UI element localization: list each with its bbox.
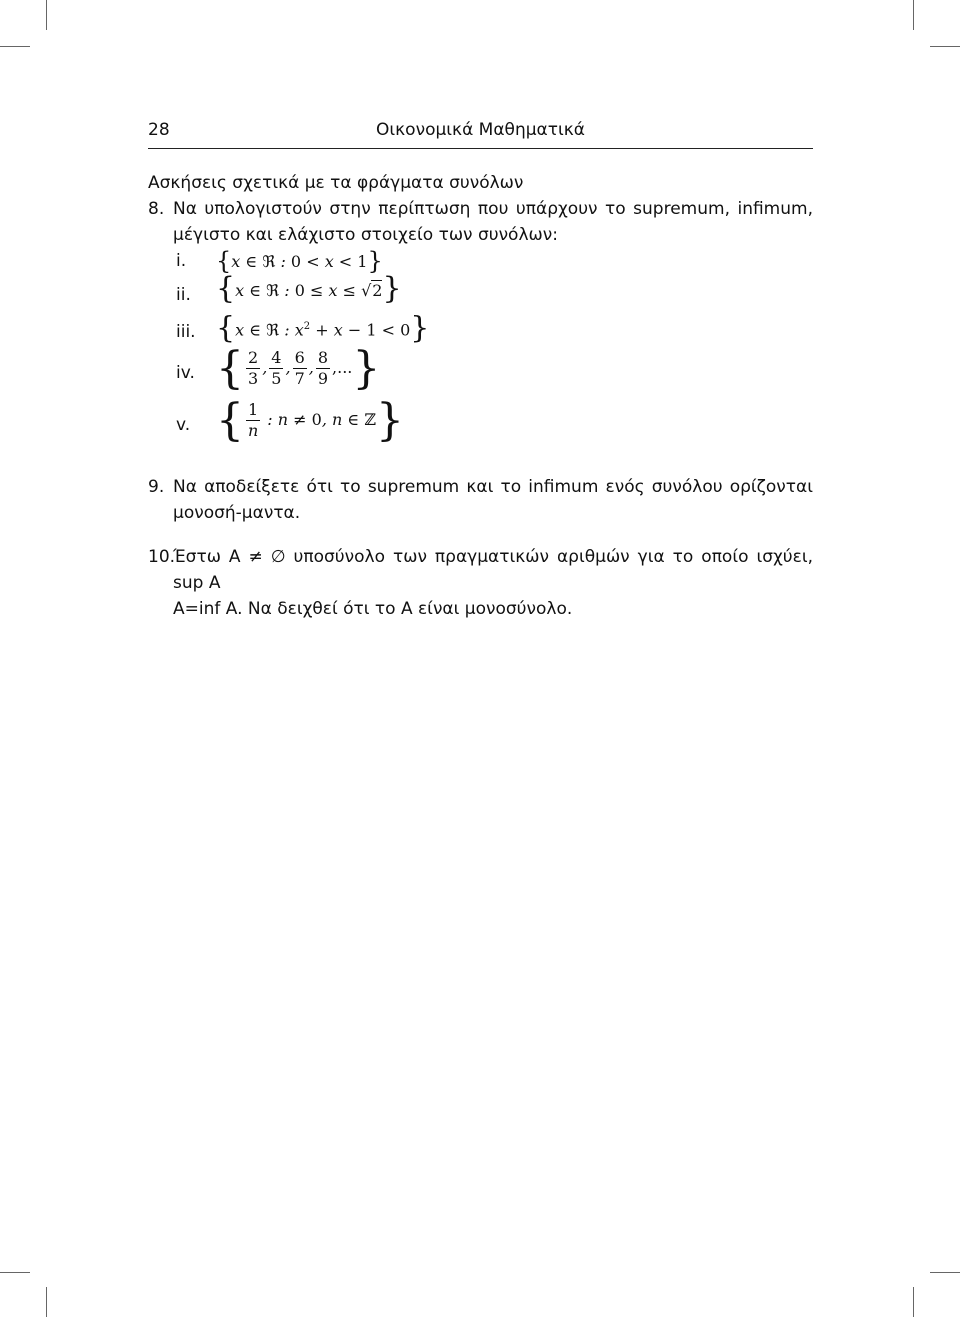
set-expression: {x ∈ ℜ : 0 ≤ x ≤ √2} — [216, 271, 402, 306]
problem-text-line: Έστω A ≠ ∅ υποσύνολο των πραγματικών αριθμών για το οποίο ισχύει, sup A — [173, 547, 813, 593]
set-expression: { $\frac{2}{3}$ , $\frac{4}{5}$ , $\frac{6}{7}$ , $\frac{8}{9}$ ,...} — [216, 343, 381, 394]
crop-mark — [913, 0, 914, 30]
set-expression: {x ∈ ℜ : $x^2 + x - 1 < 0$} — [216, 310, 430, 346]
crop-mark — [930, 1272, 960, 1273]
item-label: iii. — [176, 322, 196, 342]
running-title: Οικονομικά Μαθηματικά — [376, 120, 585, 140]
page-content — [148, 170, 813, 622]
problem-text-line: A=inf A. Να δειχθεί ότι το A είναι μονοσύνολο. — [173, 599, 573, 619]
problem-number: 8. — [148, 199, 165, 219]
crop-mark — [46, 1287, 47, 1317]
problem-text: Να υπολογιστούν στην περίπτωση που υπάρχουν το supremum, infimum, μέγιστο και ελάχιστο στοιχείο των συνόλων: — [173, 199, 813, 245]
crop-mark — [913, 1287, 914, 1317]
problem-number: 10. — [148, 547, 176, 567]
set-list — [148, 248, 813, 464]
set-expression: {x ∈ ℜ : 0 < x < 1} — [216, 247, 383, 275]
problem-8 — [148, 196, 813, 248]
problem-number: 9. — [148, 477, 165, 497]
item-label: ii. — [176, 285, 191, 305]
section-title: Ασκήσεις σχετικά με τα φράγματα συνόλων — [148, 173, 524, 193]
crop-mark — [0, 46, 30, 47]
crop-mark — [930, 46, 960, 47]
item-label: i. — [176, 251, 187, 271]
problem-9 — [148, 474, 813, 526]
set-expression: { $\frac{1}{n}$ : n ≠ 0, n ∈ ℤ} — [216, 395, 405, 446]
page-header — [148, 120, 813, 149]
item-label: v. — [176, 415, 191, 435]
problem-text: Να αποδείξετε ότι το supremum και το infimum ενός συνόλου ορίζονται μονοσή-μαντα. — [173, 477, 813, 523]
item-label: iv. — [176, 363, 195, 383]
crop-mark — [46, 0, 47, 30]
page-number: 28 — [148, 120, 170, 140]
crop-mark — [0, 1272, 30, 1273]
problem-10 — [148, 544, 813, 622]
